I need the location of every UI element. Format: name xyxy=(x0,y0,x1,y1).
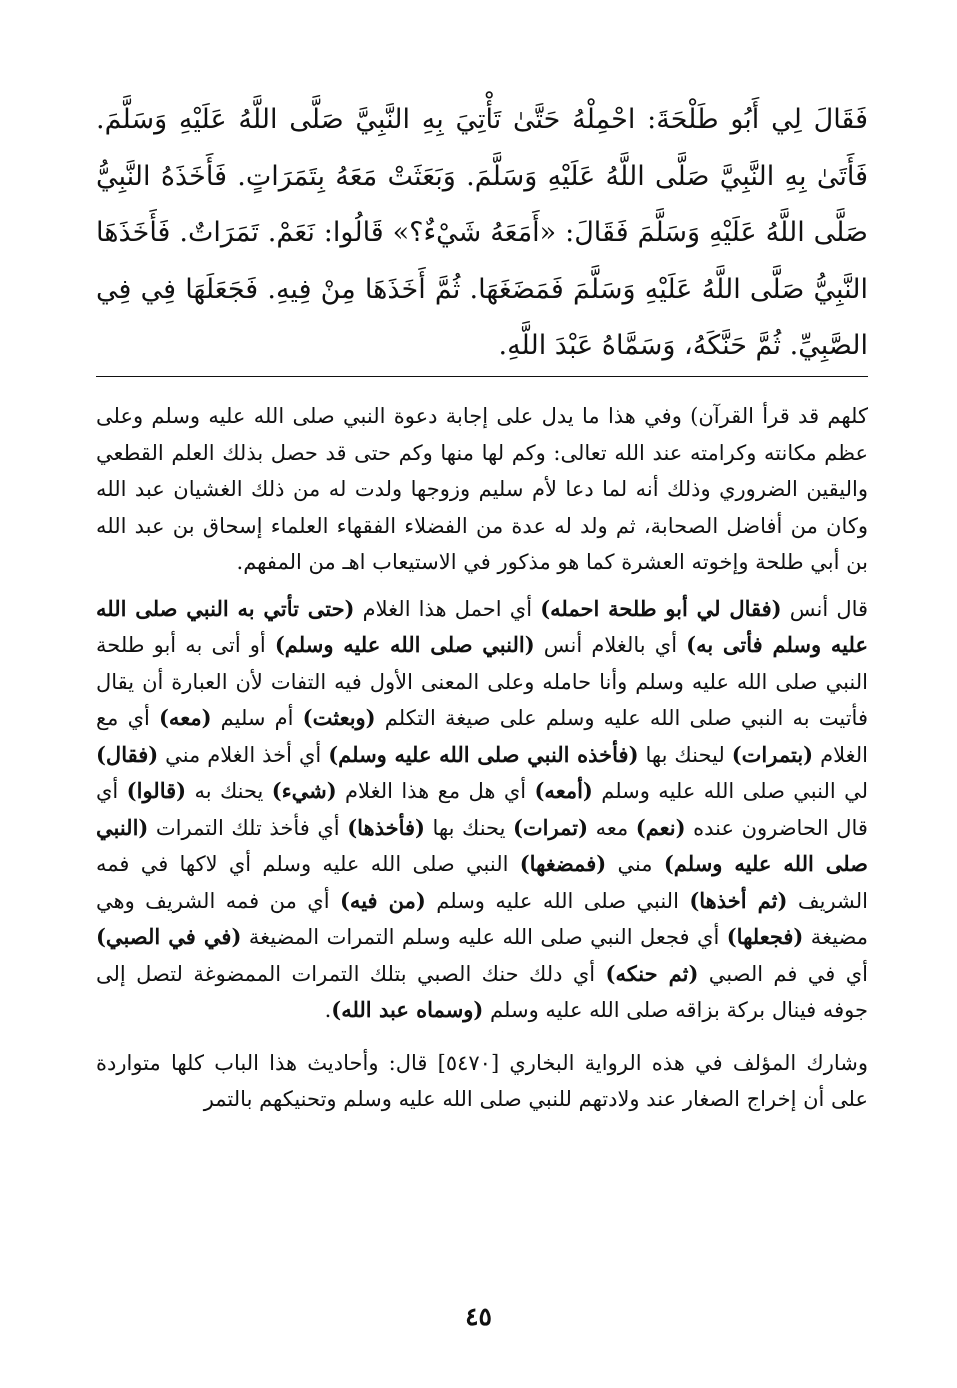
quoted-text: (فأخذه النبي صلى الله عليه وسلم) xyxy=(328,741,639,767)
quoted-text: (فقال لي أبو طلحة احمله) xyxy=(540,595,782,621)
commentary-paragraph-2 xyxy=(96,591,868,1029)
text-segment: أي هل مع هذا الغلام xyxy=(336,779,535,803)
quoted-text: (النبي صلى الله عليه وسلم) xyxy=(274,632,535,657)
quoted-text: (من فيه) xyxy=(340,887,426,913)
text-segment: أي قال الحاضرون عنده xyxy=(96,779,868,840)
text-segment: أو أتى به أبو طلحة النبي صلى الله عليه وسلم وأنا حامله وعلى المعنى الأول فيه التفات لأن العبارة أن يقال فأتيت به النبي صلى الله عليه وسلم على صيغة التكلم xyxy=(96,633,868,730)
text-segment: أي في فم الصبي xyxy=(698,961,868,986)
text-segment: النبي صلى الله عليه وسلم xyxy=(425,888,690,913)
quoted-text: (النبي صلى الله عليه وسلم) xyxy=(96,814,868,876)
text-segment: أي بالغلام أنس xyxy=(534,633,687,657)
text-segment: مني xyxy=(606,852,664,876)
text-segment: معه xyxy=(588,815,636,840)
text-segment: لي النبي صلى الله عليه وسلم xyxy=(592,779,868,803)
text-segment: أي دلك حنك الصبي بتلك التمرات الممضوغة لتصل إلى جوفه فينال بركة بزاقه صلى الله عليه وسلم xyxy=(96,961,868,1022)
text-segment: يحنك بها xyxy=(424,815,513,840)
quoted-text: (ثم حنكه) xyxy=(605,960,699,986)
quoted-text: (فجعلها) xyxy=(726,924,804,949)
quoted-text: (وبعثت) xyxy=(302,705,376,730)
text-segment: أي احمل هذا الغلام xyxy=(354,596,541,621)
commentary-paragraph-1: كلهم قد قرأ القرآن) وفي هذا ما يدل على إجابة دعوة النبي صلى الله عليه وسلم وعلى عظم مكانته وكرامته عند الله تعالى: وكم لها منها وكم حتى قد حصل بذلك العلم القطعي واليقين الضروري وذلك أنه لما دعا لأم سليم وزوجها ولدت له من ذلك الغشيان عبد الله وكان من أفاضل الصحابة، ثم ولد له عدة من الفضلاء الفقهاء العلماء إسحاق بن عبد الله بن أبي طلحة وإخوته العشرة كما هو مذكور في الاستيعاب اهـ من المفهم. xyxy=(96,404,868,574)
quoted-text: (فأخذها) xyxy=(347,814,425,840)
text-segment: قال أنس xyxy=(781,596,869,621)
text-segment: ليحنك بها xyxy=(638,742,732,767)
text-segment: أي أخذ الغلام مني xyxy=(158,742,329,767)
text-segment: أي فأخذ تلك التمرات xyxy=(148,815,348,840)
commentary-paragraph-3: وشارك المؤلف في هذه الرواية البخاري [٥٤٧٠] قال: وأحاديث هذا الباب كلها متواردة على أن إخراج الصغار عند ولادتهم للنبي صلى الله عليه وسلم وتحنيكهم بالتمر xyxy=(96,1050,868,1111)
quoted-text: (وسماه عبد الله) xyxy=(331,997,484,1022)
quoted-text: (بتمرات) xyxy=(731,741,814,767)
text-segment: أي من فمه الشريف وهي مضيغة xyxy=(96,888,868,949)
footnote-divider xyxy=(96,376,868,377)
quoted-text: (شيء) xyxy=(271,778,337,803)
page-number: ٤٥ xyxy=(465,1302,492,1331)
text-segment: . xyxy=(324,998,332,1022)
quoted-text: (أمعه) xyxy=(534,778,593,803)
text-segment: النبي صلى الله عليه وسلم أي لاكها في فمه الشريف xyxy=(96,852,868,913)
quoted-text: (فمضغها) xyxy=(519,851,607,876)
quoted-text: (ثم أخذها) xyxy=(689,887,788,913)
quoted-text: (قالوا) xyxy=(126,778,187,803)
commentary xyxy=(96,398,868,1118)
quoted-text: (فقال) xyxy=(96,741,159,767)
text-segment: أي فجعل النبي صلى الله عليه وسلم التمرات المضيغة xyxy=(241,925,727,949)
quoted-text: (تمرات) xyxy=(512,814,589,840)
quoted-text: (معه) xyxy=(159,705,212,730)
quoted-text: (نعم) xyxy=(635,814,686,840)
quoted-text: (في في الصبي) xyxy=(96,924,242,949)
text-segment: أم سليم xyxy=(211,706,303,730)
text-segment: أي مع الغلام xyxy=(96,706,868,767)
text-segment: يحنك به xyxy=(186,779,272,803)
hadith-text: فَقَالَ لِي أَبُو طَلْحَةَ: احْمِلْهُ حَتَّىٰ تَأْتِيَ بِهِ النَّبِيَّ صَلَّى اللَّهُ عَلَيْهِ وَسَلَّمَ. فَأَتَىٰ بِهِ النَّبِيَّ صَلَّى اللَّهُ عَلَيْهِ وَسَلَّمَ. وَبَعَثَتْ مَعَهُ بِتَمَرَاتٍ. فَأَخَذَهُ النَّبِيُّ صَلَّى اللَّهُ عَلَيْهِ وَسَلَّمَ فَقَالَ: «أَمَعَهُ شَيْءٌ؟» قَالُوا: نَعَمْ. تَمَرَاتٌ. فَأَخَذَهَا النَّبِيُّ صَلَّى اللَّهُ عَلَيْهِ وَسَلَّمَ فَمَضَغَهَا. ثُمَّ أَخَذَهَا مِنْ فِيهِ. فَجَعَلَهَا فِي فِي الصَّبِيِّ. ثُمَّ حَنَّكَهُ، وَسَمَّاهُ عَبْدَ اللَّهِ. xyxy=(96,104,868,361)
quoted-text: (حتى تأتي به النبي صلى الله عليه وسلم فأتى به) xyxy=(96,595,868,657)
